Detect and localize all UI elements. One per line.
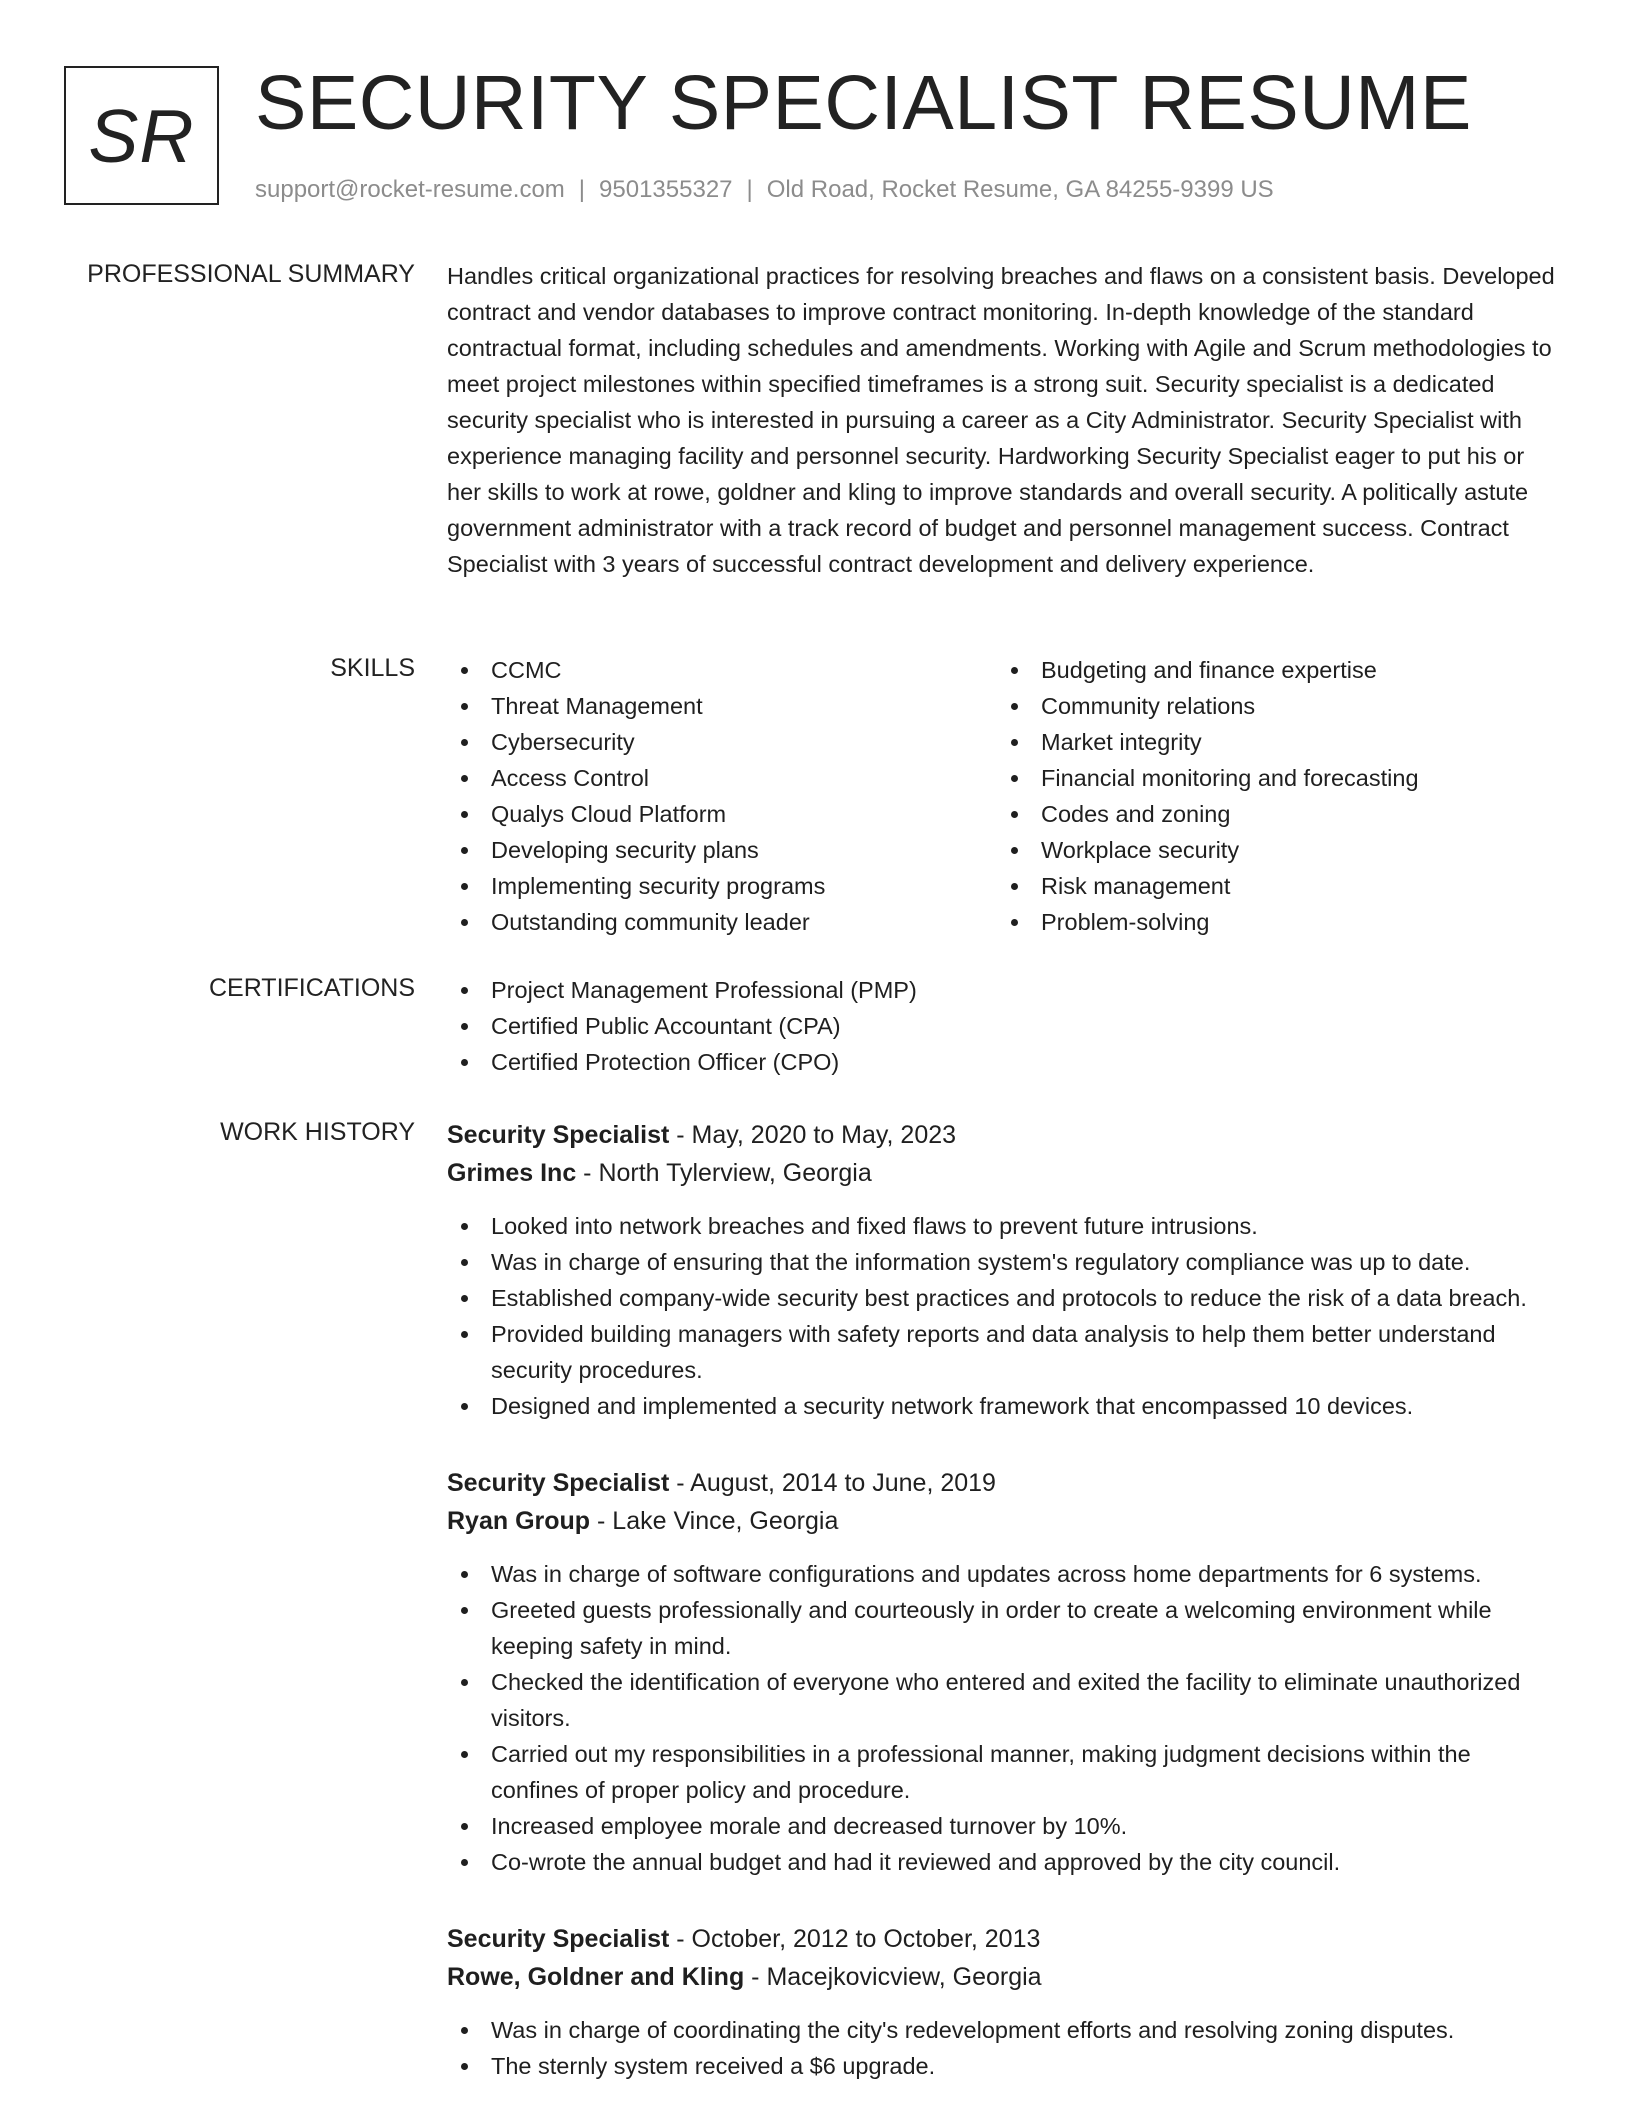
job-title: Security Specialist	[447, 1925, 670, 1953]
skill-item: Problem-solving	[997, 904, 1547, 940]
job-bullet: Established company-wide security best practices and protocols to reduce the risk of a data breach.	[447, 1280, 1562, 1316]
job-title-line	[447, 1116, 1562, 1154]
job-entry	[447, 1920, 1562, 2084]
job-bullet: Provided building managers with safety reports and data analysis to help them better understand security procedures.	[447, 1316, 1562, 1388]
email-text: support@rocket-resume.com	[255, 176, 565, 203]
job-dates: - August, 2014 to June, 2019	[669, 1469, 996, 1497]
summary-text: Handles critical organizational practices for resolving breaches and flaws on a consistent basis. Developed contract and vendor databases to improve contract monitoring. In-depth knowledge of the standard contractual format, including schedules and amendments. Working with Agile and Scrum methodologies to meet project milestones within specified timeframes is a strong suit. Security specialist is a dedicated security specialist who is interested in pursuing a career as a City Administrator. Security Specialist with experience managing facility and personnel security. Hardworking Security Specialist eager to put his or her skills to work at rowe, goldner and kling to improve standards and overall security. A politically astute government administrator with a track record of budget and personnel management success. Contract Specialist with 3 years of successful contract development and delivery experience.	[447, 263, 1555, 577]
job-bullet: Was in charge of software configurations and updates across home departments for 6 systems.	[447, 1556, 1562, 1592]
job-bullet: Greeted guests professionally and courteously in order to create a welcoming environment while keeping safety in mind.	[447, 1592, 1562, 1664]
job-bullet: Designed and implemented a security network framework that encompassed 10 devices.	[447, 1388, 1562, 1424]
skill-item: Developing security plans	[447, 832, 997, 868]
initials-monogram: SR	[64, 66, 219, 205]
work-history-label: WORK HISTORY	[220, 1118, 415, 1146]
skill-item: Qualys Cloud Platform	[447, 796, 997, 832]
job-bullets	[447, 1556, 1562, 1880]
skills-list-left	[447, 652, 997, 940]
skill-item: Risk management	[997, 868, 1547, 904]
job-company-line	[447, 1154, 1562, 1192]
skills-list-right	[997, 652, 1547, 940]
skill-item: Market integrity	[997, 724, 1547, 760]
skill-item: Access Control	[447, 760, 997, 796]
contact-separator: |	[746, 176, 753, 203]
skill-item: Workplace security	[997, 832, 1547, 868]
job-title: Security Specialist	[447, 1121, 670, 1149]
job-bullets	[447, 1208, 1562, 1424]
job-location: - Lake Vince, Georgia	[590, 1507, 839, 1535]
job-bullet: Carried out my responsibilities in a professional manner, making judgment decisions within the confines of proper policy and procedure.	[447, 1736, 1562, 1808]
skill-item: Budgeting and finance expertise	[997, 652, 1547, 688]
skill-item: Financial monitoring and forecasting	[997, 760, 1547, 796]
job-company-line	[447, 1502, 1562, 1540]
summary-label: PROFESSIONAL SUMMARY	[87, 260, 415, 288]
job-entry	[447, 1116, 1562, 1424]
address-text: Old Road, Rocket Resume, GA 84255-9399 US	[766, 176, 1274, 203]
skill-item: Community relations	[997, 688, 1547, 724]
job-entry	[447, 1464, 1562, 1880]
job-company-line	[447, 1958, 1562, 1996]
skill-item: Codes and zoning	[997, 796, 1547, 832]
job-company: Grimes Inc	[447, 1159, 577, 1187]
certifications-label: CERTIFICATIONS	[208, 974, 415, 1002]
job-bullet: Looked into network breaches and fixed flaws to prevent future intrusions.	[447, 1208, 1562, 1244]
job-location: - North Tylerview, Georgia	[576, 1159, 872, 1187]
skill-item: Implementing security programs	[447, 868, 997, 904]
certification-item: Certified Public Accountant (CPA)	[447, 1008, 1562, 1044]
job-company: Ryan Group	[447, 1507, 591, 1535]
skill-item: Threat Management	[447, 688, 997, 724]
job-bullet: The sternly system received a $6 upgrade.	[447, 2048, 1562, 2084]
skill-item: CCMC	[447, 652, 997, 688]
contact-line	[255, 175, 1274, 205]
job-bullet: Was in charge of coordinating the city's redevelopment efforts and resolving zoning disputes.	[447, 2012, 1562, 2048]
job-dates: - May, 2020 to May, 2023	[669, 1121, 957, 1149]
certification-item: Project Management Professional (PMP)	[447, 972, 1562, 1008]
job-dates: - October, 2012 to October, 2013	[669, 1925, 1041, 1953]
skill-item: Outstanding community leader	[447, 904, 997, 940]
job-title-line	[447, 1920, 1562, 1958]
page-title: SECURITY SPECIALIST RESUME	[255, 60, 1472, 146]
job-location: - Macejkovicview, Georgia	[744, 1963, 1042, 1991]
certification-item: Certified Protection Officer (CPO)	[447, 1044, 1562, 1080]
contact-separator: |	[578, 176, 586, 203]
job-company: Rowe, Goldner and Kling	[447, 1963, 745, 1991]
certifications-list	[447, 972, 1562, 1080]
job-bullet: Co-wrote the annual budget and had it reviewed and approved by the city council.	[447, 1844, 1562, 1880]
job-title-line	[447, 1464, 1562, 1502]
job-bullet: Increased employee morale and decreased turnover by 10%.	[447, 1808, 1562, 1844]
skills-label: SKILLS	[330, 654, 415, 682]
job-title: Security Specialist	[447, 1469, 670, 1497]
skill-item: Cybersecurity	[447, 724, 997, 760]
phone-text: 9501355327	[599, 176, 733, 203]
job-bullets	[447, 2012, 1562, 2084]
job-bullet: Was in charge of ensuring that the information system's regulatory compliance was up to date.	[447, 1244, 1562, 1280]
job-bullet: Checked the identification of everyone who entered and exited the facility to eliminate unauthorized visitors.	[447, 1664, 1562, 1736]
